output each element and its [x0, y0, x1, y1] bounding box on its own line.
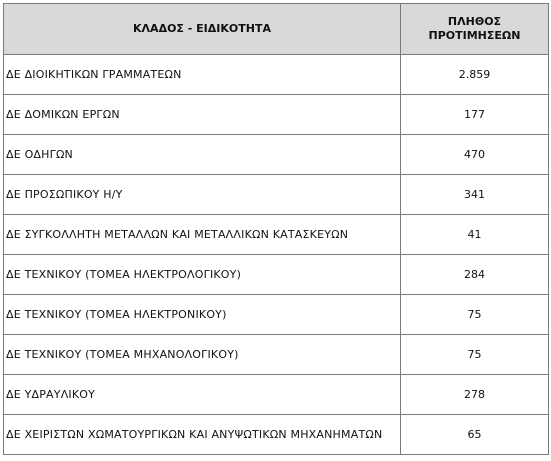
- specialty-cell: ΔΕ ΤΕΧΝΙΚΟΥ (ΤΟΜΕΑ ΜΗΧΑΝΟΛΟΓΙΚΟΥ): [4, 335, 401, 375]
- count-cell: 75: [401, 295, 549, 335]
- specialty-cell: ΔΕ ΠΡΟΣΩΠΙΚΟΥ Η/Υ: [4, 175, 401, 215]
- table-row: [4, 375, 549, 415]
- count-cell: 177: [401, 95, 549, 135]
- specialty-cell: ΔΕ ΣΥΓΚΟΛΛΗΤΗ ΜΕΤΑΛΛΩΝ ΚΑΙ ΜΕΤΑΛΛΙΚΩΝ ΚΑΤΑΣΚΕΥΩΝ: [4, 215, 401, 255]
- header-count: [401, 4, 549, 55]
- table-row: [4, 295, 549, 335]
- specialty-cell: ΔΕ ΔΙΟΙΚΗΤΙΚΩΝ ΓΡΑΜΜΑΤΕΩΝ: [4, 55, 401, 95]
- preferences-table: [3, 3, 549, 455]
- table-row: [4, 415, 549, 455]
- table-row: [4, 135, 549, 175]
- table-header: [4, 4, 549, 55]
- table-row: [4, 255, 549, 295]
- table-row: [4, 55, 549, 95]
- header-count-line1: ΠΛΗΘΟΣ: [447, 15, 502, 28]
- table-row: [4, 95, 549, 135]
- table-row: [4, 335, 549, 375]
- table-body: [4, 55, 549, 455]
- count-cell: 65: [401, 415, 549, 455]
- specialty-cell: ΔΕ ΤΕΧΝΙΚΟΥ (ΤΟΜΕΑ ΗΛΕΚΤΡΟΝΙΚΟΥ): [4, 295, 401, 335]
- specialty-cell: ΔΕ ΥΔΡΑΥΛΙΚΟΥ: [4, 375, 401, 415]
- header-specialty: ΚΛΑΔΟΣ - ΕΙΔΙΚΟΤΗΤΑ: [4, 4, 401, 55]
- count-cell: 470: [401, 135, 549, 175]
- specialty-cell: ΔΕ ΔΟΜΙΚΩΝ ΕΡΓΩΝ: [4, 95, 401, 135]
- count-cell: 278: [401, 375, 549, 415]
- specialty-cell: ΔΕ ΟΔΗΓΩΝ: [4, 135, 401, 175]
- header-row: [4, 4, 549, 55]
- count-cell: 341: [401, 175, 549, 215]
- table-row: [4, 215, 549, 255]
- specialty-cell: ΔΕ ΧΕΙΡΙΣΤΩΝ ΧΩΜΑΤΟΥΡΓΙΚΩΝ ΚΑΙ ΑΝΥΨΩΤΙΚΩΝ ΜΗΧΑΝΗΜΑΤΩΝ: [4, 415, 401, 455]
- count-cell: 2.859: [401, 55, 549, 95]
- specialty-cell: ΔΕ ΤΕΧΝΙΚΟΥ (ΤΟΜΕΑ ΗΛΕΚΤΡΟΛΟΓΙΚΟΥ): [4, 255, 401, 295]
- header-count-line2: ΠΡΟΤΙΜΗΣΕΩΝ: [428, 29, 521, 42]
- table-row: [4, 175, 549, 215]
- count-cell: 75: [401, 335, 549, 375]
- count-cell: 284: [401, 255, 549, 295]
- count-cell: 41: [401, 215, 549, 255]
